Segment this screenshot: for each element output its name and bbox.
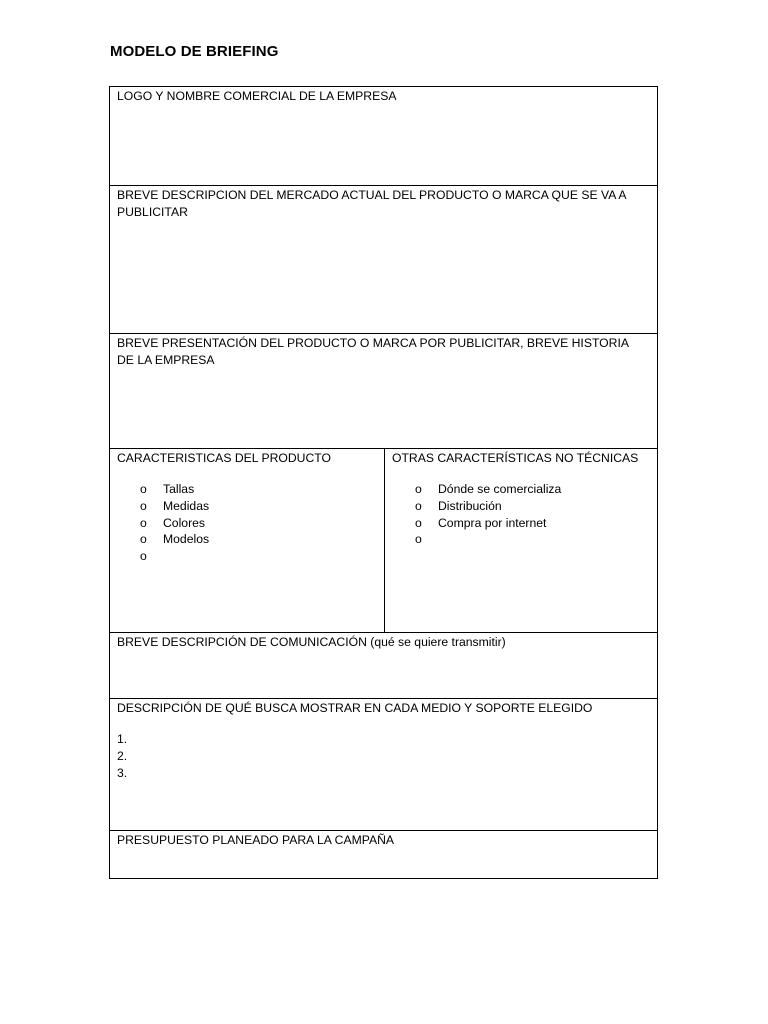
list-item: [415, 515, 561, 532]
bullet-marker: o: [140, 498, 147, 513]
otras-cell: [385, 449, 657, 632]
row-logo: [110, 87, 657, 186]
bullet-marker: o: [140, 482, 147, 496]
logo-label: LOGO Y NOMBRE COMERCIAL DE LA EMPRESA: [117, 89, 397, 103]
list-item-text: Distribución: [438, 498, 502, 513]
list-item: [140, 515, 209, 532]
otras-heading: OTRAS CARACTERÍSTICAS NO TÉCNICAS: [392, 451, 639, 465]
list-item: [140, 548, 209, 565]
list-item: [140, 481, 209, 498]
list-item-text: Tallas: [163, 482, 195, 496]
list-item-text: Dónde se comercializa: [438, 482, 562, 496]
row-mercado: [110, 186, 657, 334]
bullet-marker: o: [140, 515, 147, 530]
list-item-text: Colores: [163, 515, 205, 530]
row-presupuesto: [110, 831, 657, 878]
bullet-marker: o: [140, 549, 147, 564]
list-item: [140, 531, 209, 548]
medios-heading: DESCRIPCIÓN DE QUÉ BUSCA MOSTRAR EN CADA MEDIO Y SOPORTE ELEGIDO: [117, 701, 593, 715]
row-presentacion: [110, 334, 657, 449]
presupuesto-label: PRESUPUESTO PLANEADO PARA LA CAMPAÑA: [117, 833, 395, 847]
document-title: MODELO DE BRIEFING: [110, 43, 279, 60]
bullet-marker: o: [415, 532, 422, 547]
caracteristicas-heading: CARACTERISTICAS DEL PRODUCTO: [117, 451, 331, 465]
list-item: [415, 498, 561, 515]
list-item: 2.: [117, 748, 128, 763]
list-item: [415, 481, 561, 498]
list-item: 3.: [117, 765, 128, 780]
briefing-table: [109, 86, 658, 879]
row-medios: [110, 699, 657, 831]
otras-list: [415, 481, 561, 548]
medios-list: [117, 731, 127, 781]
comunicacion-label: BREVE DESCRIPCIÓN DE COMUNICACIÓN (qué se quiere transmitir): [117, 635, 506, 649]
list-item: [415, 531, 561, 548]
bullet-marker: o: [415, 482, 422, 496]
caracteristicas-cell: [110, 449, 385, 632]
caracteristicas-list: [140, 481, 209, 565]
list-item-text: Compra por internet: [438, 515, 547, 530]
bullet-marker: o: [140, 532, 147, 547]
list-item: 1.: [117, 732, 128, 746]
bullet-marker: o: [415, 498, 422, 513]
presentacion-label: BREVE PRESENTACIÓN DEL PRODUCTO O MARCA POR PUBLICITAR, BREVE HISTORIA DE LA EMPRESA: [117, 336, 629, 367]
mercado-label: BREVE DESCRIPCION DEL MERCADO ACTUAL DEL PRODUCTO O MARCA QUE SE VA A PUBLICITAR: [117, 188, 626, 219]
bullet-marker: o: [415, 515, 422, 530]
list-item-text: Medidas: [163, 498, 210, 513]
row-caracteristicas: [110, 449, 657, 633]
row-comunicacion: [110, 633, 657, 699]
list-item-text: Modelos: [163, 532, 210, 547]
list-item: [140, 498, 209, 515]
